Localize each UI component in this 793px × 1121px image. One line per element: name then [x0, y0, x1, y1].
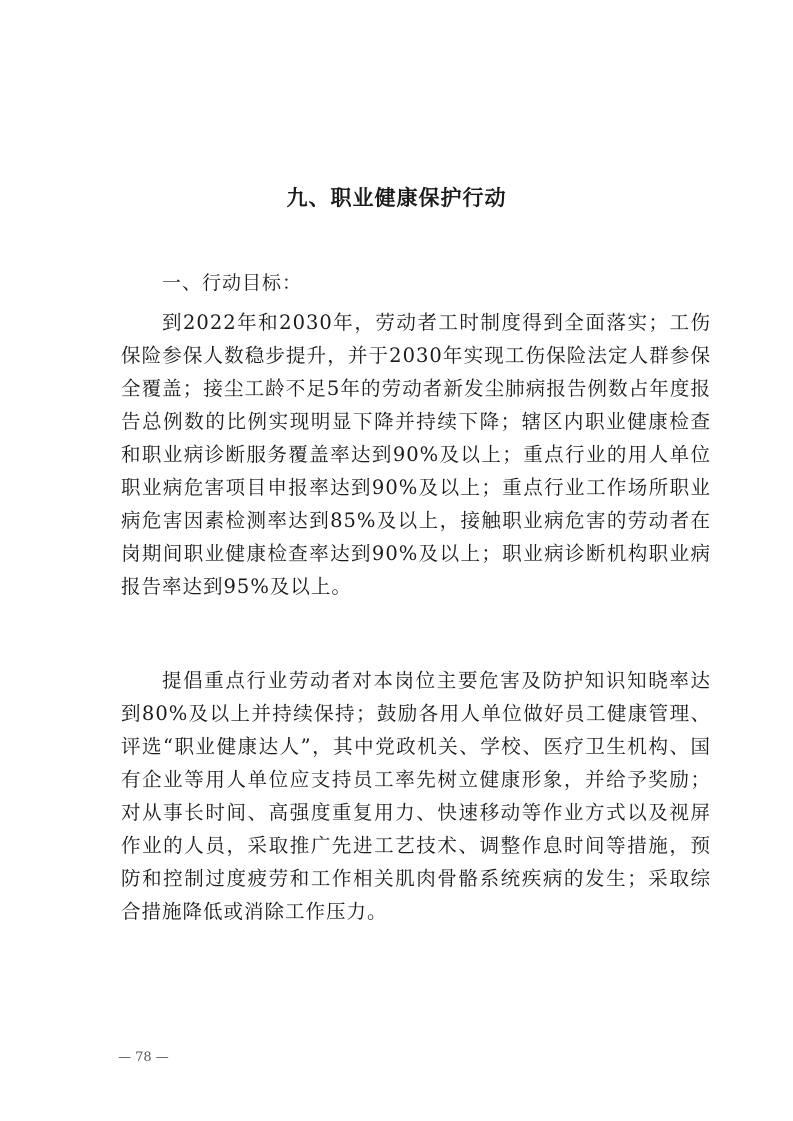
- paragraph-2: 提倡重点行业劳动者对本岗位主要危害及防护知识知晓率达到80%及以上并持续保持；鼓励各用人单位做好员工健康管理、评选“职业健康达人”，其中党政机关、学校、医疗卫生机构、国有企业等用人单位应支持员工率先树立健康形象，并给予奖励；对从事长时间、高强度重复用力、快速移动等作业方式以及视屏作业的人员，采取推广先进工艺技术、调整作息时间等措施，预防和控制过度疲劳和工作相关肌肉骨骼系统疾病的发生；采取综合措施降低或消除工作压力。: [121, 669, 711, 923]
- page-number: — 78 —: [118, 1050, 169, 1065]
- section-heading: 一、行动目标：: [162, 272, 303, 294]
- paragraph-1: 到2022年和2030年，劳动者工时制度得到全面落实；工伤保险参保人数稳步提升，并于2030年实现工伤保险法定人群参保全覆盖；接尘工龄不足5年的劳动者新发尘肺病报告例数占年度报告总例数的比例实现明显下降并持续下降；辖区内职业健康检查和职业病诊断服务覆盖率达到90%及以上；重点行业的用人单位职业病危害项目申报率达到90%及以上；重点行业工作场所职业病危害因素检测率达到85%及以上，接触职业病危害的劳动者在岗期间职业健康检查率达到90%及以上；职业病诊断机构职业病报告率达到95%及以上。: [121, 311, 711, 598]
- document-title: 九、职业健康保护行动: [286, 186, 507, 210]
